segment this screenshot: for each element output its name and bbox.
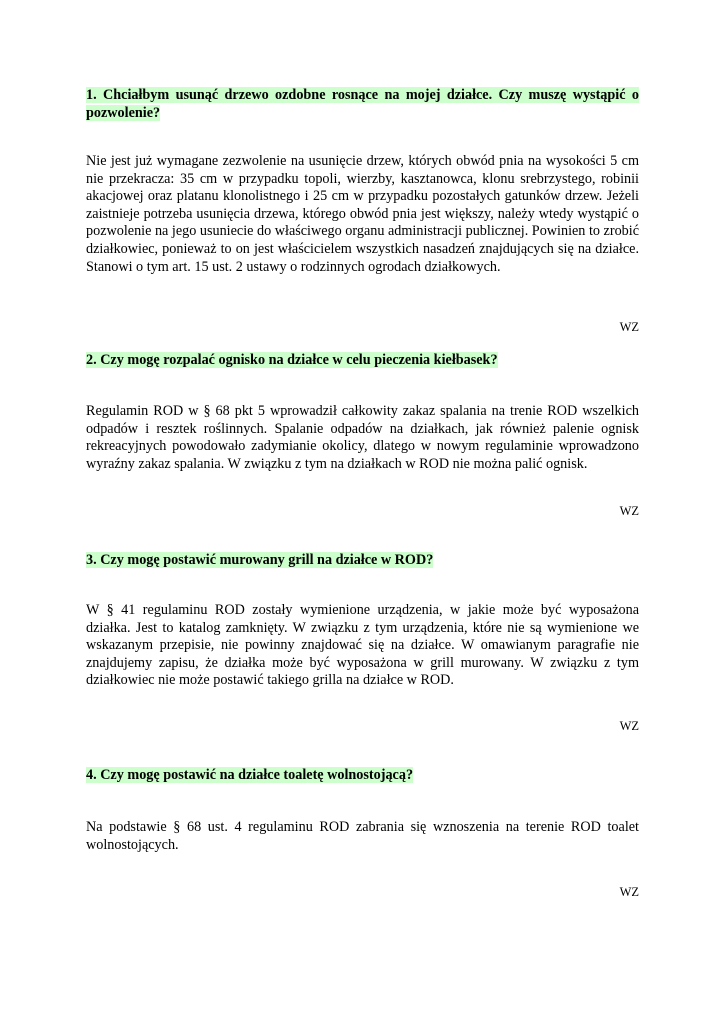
question-text: 2. Czy mogę rozpalać ognisko na działce w celu pieczenia kiełbasek?: [86, 352, 498, 368]
faq-item: [86, 552, 639, 570]
question-heading: [86, 352, 639, 370]
question-heading: [86, 767, 639, 785]
document-page: [86, 0, 639, 1024]
answer-paragraph: Na podstawie § 68 ust. 4 regulaminu ROD zabrania się wznoszenia na terenie ROD toalet wolnostojących.: [86, 819, 639, 853]
faq-item: [86, 767, 639, 785]
author-signature: WZ: [619, 320, 639, 334]
answer-paragraph: W § 41 regulaminu ROD zostały wymienione urządzenia, w jakie może być wyposażona działka. Jest to katalog zamknięty. W związku z tym urządzenia, które nie są wymienione we wskazanym przepisie, nie powinny znajdować się na działce. W omawianym paragrafie nie znajdujemy zapisu, że działka może być wyposażona w grill murowany. W związku z tym działkowiec nie może postawić takiego grilla na działce w ROD.: [86, 602, 639, 689]
faq-item: [86, 87, 639, 122]
author-signature: WZ: [619, 504, 639, 518]
question-text: 3. Czy mogę postawić murowany grill na działce w ROD?: [86, 552, 434, 568]
question-heading: [86, 87, 639, 122]
faq-item: [86, 352, 639, 370]
question-text: 4. Czy mogę postawić na działce toaletę wolnostojącą?: [86, 767, 414, 783]
question-text: 1. Chciałbym usunąć drzewo ozdobne rosnące na mojej działce. Czy muszę wystąpić o pozwolenie?: [86, 87, 639, 121]
author-signature: WZ: [619, 885, 639, 899]
author-signature: WZ: [619, 719, 639, 733]
question-heading: [86, 552, 639, 570]
answer-paragraph: Nie jest już wymagane zezwolenie na usunięcie drzew, których obwód pnia na wysokości 5 cm nie przekracza: 35 cm w przypadku topoli, wierzby, kasztanowca, klonu srebrzystego, robinii akacjowej oraz platanu klonolistnego i 25 cm w przypadku pozostałych gatunków drzew. Jeżeli zaistnieje potrzeba usunięcia drzewa, którego obwód pnia jest większy, należy wtedy wystąpić o pozwolenie na jego usuniecie do właściwego organu administracji publicznej. Powinien to zrobić działkowiec, ponieważ to on jest właścicielem wszystkich nasadzeń znajdujących się na działce. Stanowi o tym art. 15 ust. 2 ustawy o rodzinnych ogrodach działkowych.: [86, 153, 639, 275]
answer-paragraph: Regulamin ROD w § 68 pkt 5 wprowadził całkowity zakaz spalania na trenie ROD wszelkich odpadów i resztek roślinnych. Spalanie odpadów na działkach, jak również palenie ognisk rekreacyjnych powodowało zadymianie okolicy, dlatego w nowym regulaminie wprowadzono wyraźny zakaz spalania. W związku z tym na działkach w ROD nie można palić ognisk.: [86, 403, 639, 472]
